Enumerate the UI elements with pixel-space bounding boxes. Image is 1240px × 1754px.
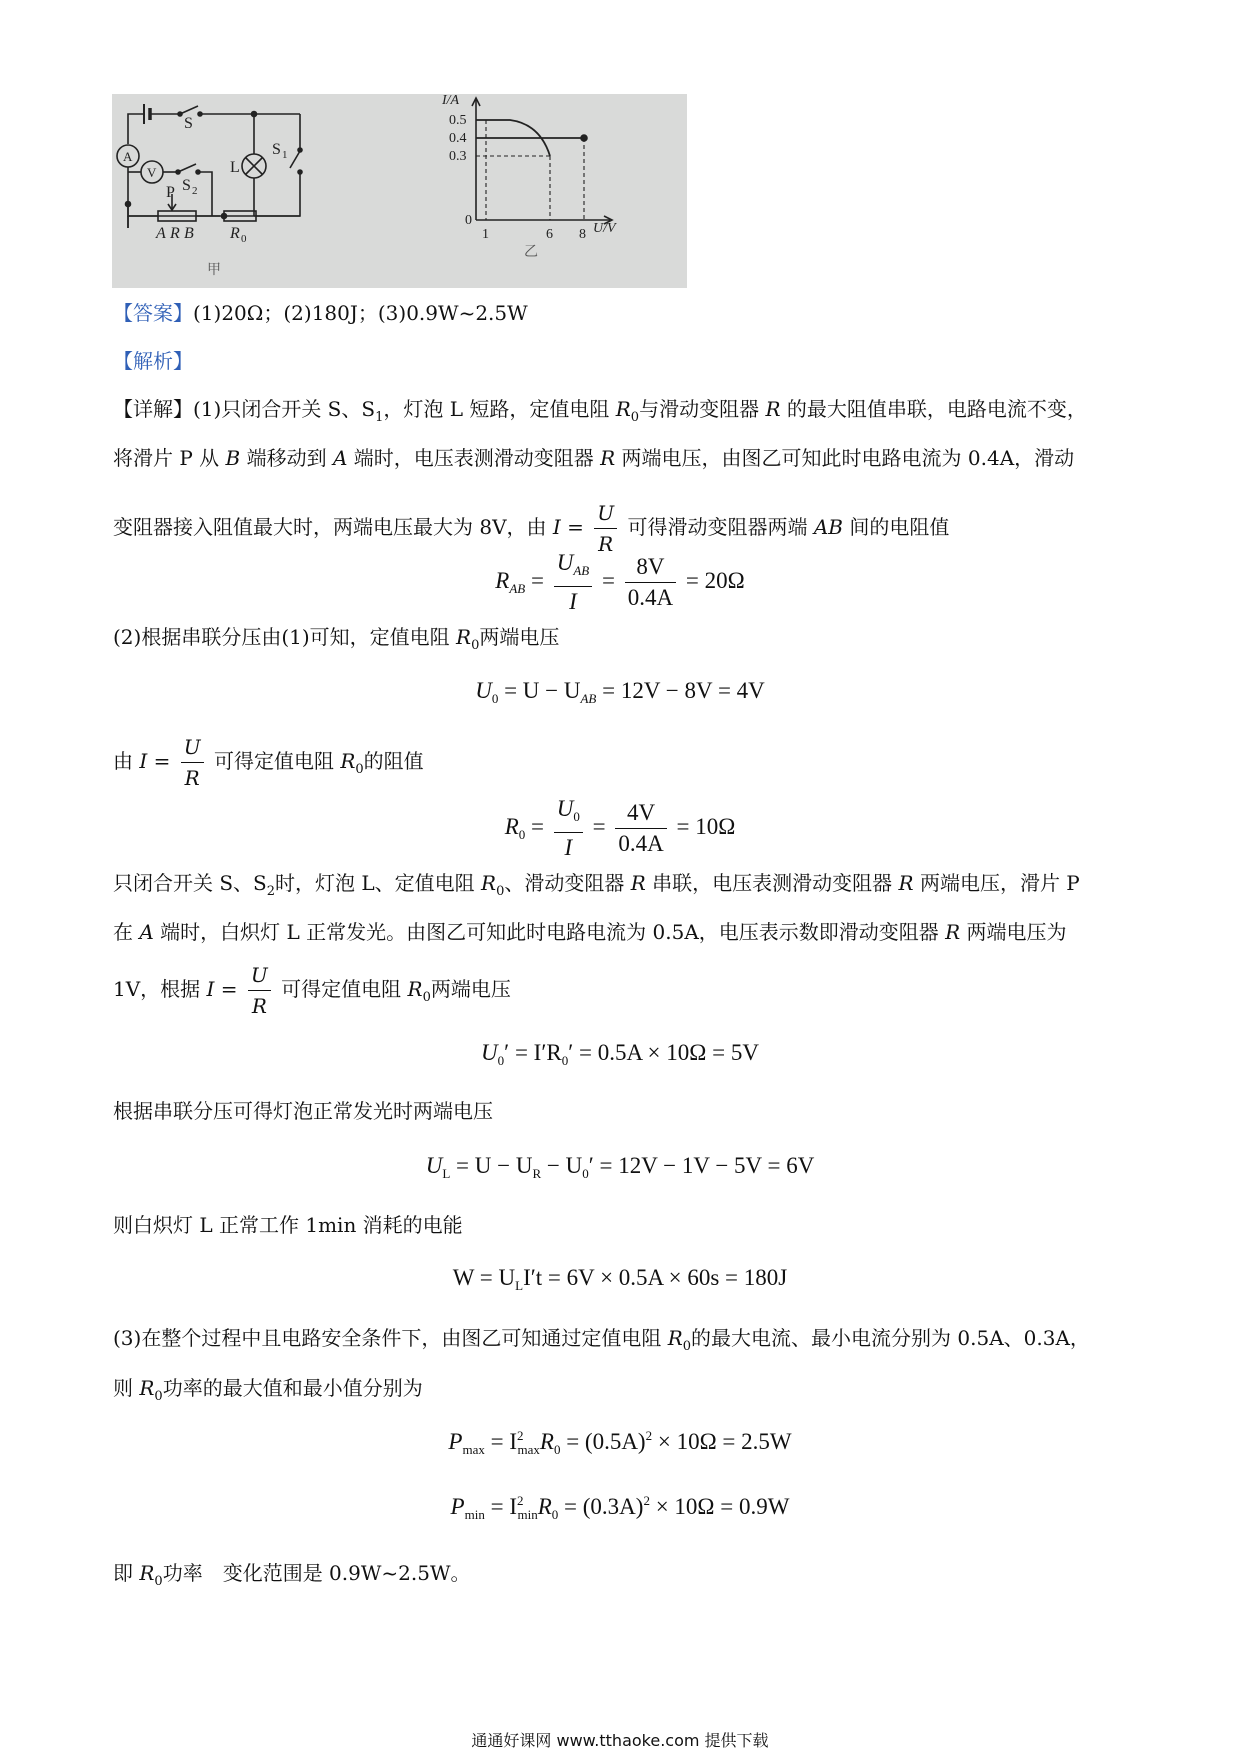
equation-pmin: $P_{min} = I^2_{min}R_0 = (0.3A)^2 \times 10\Omega = 0.9W$: [450, 1493, 790, 1522]
detail-line-13: 即 $R_0$功率 变化范围是 0.9W~2.5W。: [113, 1561, 471, 1589]
equation-u0-prime: $U_0' = I'R_0' = 0.5A \times 10\Omega = 5V$: [481, 1040, 759, 1068]
xtick: 6: [546, 227, 553, 242]
detail-line-3: 变阻器接入阻值最大时，两端电压最大为 8V，由 I = $\frac{U}{R}$ 可得滑动变阻器两端 AB 间的电阻值: [113, 501, 950, 556]
page-footer: 通通好课网 www.tthaoke.com 提供下载: [471, 1731, 769, 1750]
switch-s2-blade: [178, 164, 196, 172]
equation-u0: $U_0 = U - U_{AB} = 12V - 8V = 4V$: [475, 678, 765, 706]
switch-s2-label: S: [182, 177, 191, 194]
ytick: 0.5: [449, 113, 467, 128]
xtick: 8: [579, 227, 586, 242]
detail-line-1: 【详解】(1)只闭合开关 S、$S_1$，灯泡 L 短路，定值电阻 $R_0$与滑动变阻器 R 的最大阻值串联，电路电流不变，: [113, 397, 1087, 425]
svg-text:1: 1: [282, 149, 288, 161]
detail-line-12: 则 $R_0$功率的最大值和最小值分别为: [113, 1376, 423, 1404]
graph-ylabel: I/A: [442, 94, 460, 108]
slider-label: P: [166, 184, 175, 201]
switch-s1-label: S: [272, 141, 281, 158]
answer-text: (1)20Ω；(2)180J；(3)0.9W~2.5W: [193, 301, 528, 325]
equation-rab: $R_{AB}$ = $\frac{U_{AB}}{I}$ = $\frac{8V}{0.4A}$ = 20Ω: [495, 550, 745, 614]
graph-xlabel: U/V: [593, 221, 616, 236]
detail-line-9: 根据串联分压可得灯泡正常发光时两端电压: [113, 1099, 493, 1123]
detail-line-2: 将滑片 P 从 B 端移动到 A 端时，电压表测滑动变阻器 R 两端电压，由图乙可知此时电路电流为 0.4A，滑动: [113, 446, 1075, 470]
switch-s-label: S: [184, 115, 193, 132]
svg-text:2: 2: [192, 185, 198, 197]
voltmeter-label: V: [147, 165, 157, 180]
graph-origin: 0: [465, 213, 472, 228]
analysis-tag: 【解析】: [113, 349, 193, 373]
ammeter-label: A: [123, 149, 133, 164]
svg-text:R: R: [170, 225, 180, 242]
detail-line-6: 只闭合开关 S、$S_2$时，灯泡 L、定值电阻 $R_0$、滑动变阻器 R 串联，电压表测滑动变阻器 R 两端电压，滑片 P: [113, 871, 1080, 899]
detail-line-8: 1V，根据 I = $\frac{U}{R}$ 可得定值电阻 $R_0$两端电压: [113, 963, 511, 1018]
figure-panel: [112, 94, 687, 288]
circuit-diagram: [112, 94, 687, 288]
switch-s-blade: [180, 106, 198, 114]
ytick: 0.4: [449, 131, 467, 146]
equation-ul: $U_L = U - U_R - U_0' = 12V - 1V - 5V = 6V$: [425, 1153, 815, 1181]
equation-pmax: $P_{max} = I^2_{max}R_0 = (0.5A)^2 \times 10\Omega = 2.5W$: [448, 1428, 792, 1457]
switch-s1-blade: [290, 151, 300, 168]
equation-r0: $R_0$ = $\frac{U_0}{I}$ = $\frac{4V}{0.4A}$ = 10Ω: [504, 796, 736, 860]
analysis-line: [113, 346, 1133, 376]
circuit-caption: 甲: [207, 262, 221, 278]
equation-w: $W = U_LI't = 6V \times 0.5A \times 60s = 180J$: [452, 1265, 788, 1293]
answer-line: [113, 298, 1133, 328]
detail-line-7: 在 A 端时，白炽灯 L 正常发光。由图乙可知此时电路电流为 0.5A，电压表示数即滑动变阻器 R 两端电压为: [113, 920, 1067, 944]
detail-line-11: (3)在整个过程中且电路安全条件下，由图乙可知通过定值电阻 $R_0$的最大电流、最小电流分别为 0.5A、0.3A，: [113, 1326, 1090, 1354]
iu-graph: [441, 94, 617, 260]
r0-label: R: [230, 225, 240, 242]
lamp-label: L: [230, 159, 240, 176]
detail-line-5: 由 I = $\frac{U}{R}$ 可得定值电阻 $R_0$的阻值: [113, 735, 424, 790]
detail-line-10: 则白炽灯 L 正常工作 1min 消耗的电能: [113, 1213, 463, 1237]
xtick: 1: [482, 227, 489, 242]
graph-caption: 乙: [524, 244, 538, 260]
detail-line-4: (2)根据串联分压由(1)可知，定值电阻 $R_0$两端电压: [113, 625, 560, 653]
ytick: 0.3: [449, 149, 467, 164]
svg-text:B: B: [184, 225, 194, 242]
svg-text:A: A: [156, 225, 166, 242]
svg-text:0: 0: [241, 233, 247, 245]
answer-tag: 【答案】: [113, 301, 193, 325]
